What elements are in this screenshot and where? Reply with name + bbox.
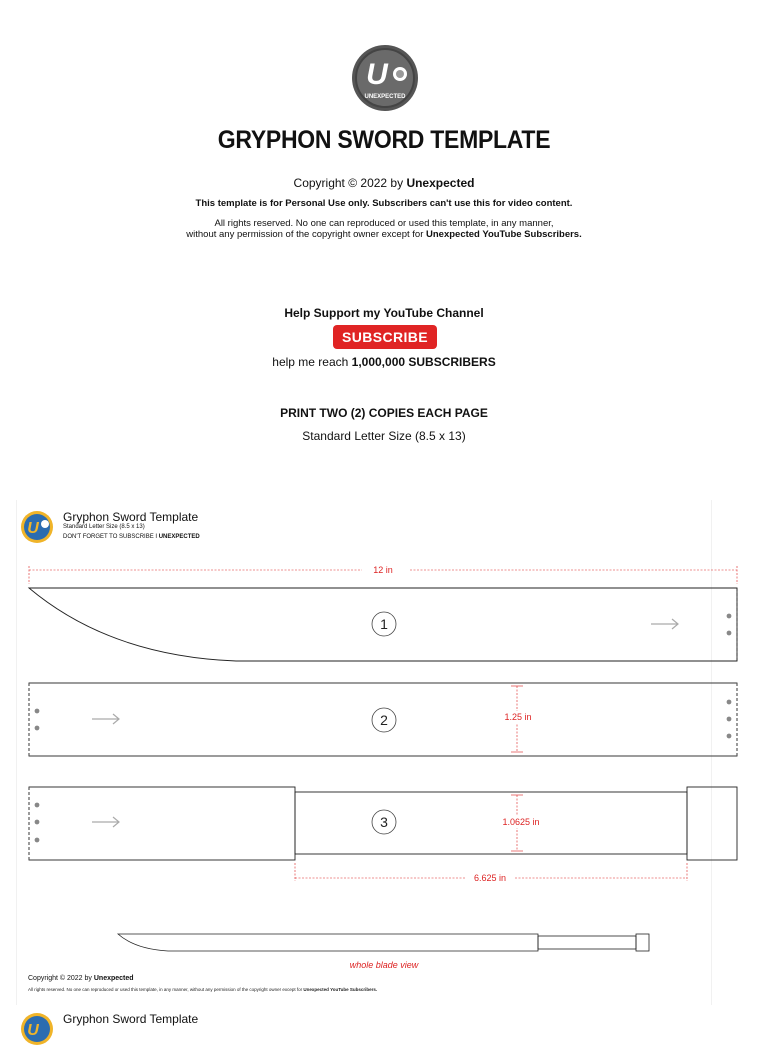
rights-notice [0,218,768,240]
piece-3 [29,787,737,883]
length-label: 12 in [373,565,393,575]
personal-use-notice: This template is for Personal Use only. Subscribers can't use this for video content. [195,198,573,209]
copyright-prefix: Copyright © 2022 by [293,176,407,190]
unexpected-small-logo-next [20,1012,54,1046]
page-title: GRYPHON SWORD TEMPLATE [217,126,551,154]
rights-line-1: All rights reserved. No one can reproduced or used this template, in any manner, [214,218,554,229]
template-copyright [28,975,134,982]
arrow-right-icon [92,714,119,724]
rights-line-2-bold: Unexpected YouTube Subscribers. [426,229,582,240]
template-rights-notice [28,987,377,992]
reminder-prefix: DON'T FORGET TO SUBSCRIBE I [63,534,159,540]
footer-rights-prefix: All rights reserved. No one can reproduced or used this template, in any manner, without any permission of the copyright owner except for [28,987,304,992]
width-label-3: 1.0625 in [502,817,540,827]
width-label-2: 1.25 in [504,712,532,722]
paper-size: Standard Letter Size (8.5 x 13) [302,429,466,443]
piece-1 [29,588,737,661]
piece-1-number: 1 [380,616,388,632]
sword-template-drawing [0,560,768,975]
arrow-right-icon [92,817,119,827]
blade-view-label: whole blade view [349,960,419,970]
print-instruction: PRINT TWO (2) COPIES EACH PAGE [280,406,488,420]
unexpected-small-logo [20,510,54,544]
footer-copyright-owner: Unexpected [93,975,134,982]
copyright-line [0,176,768,190]
copyright-owner: Unexpected [406,176,475,190]
next-template-title: Gryphon Sword Template [63,1012,199,1026]
length-dimension [29,565,737,584]
handle-length-label: 6.625 in [473,873,507,883]
support-heading: Help Support my YouTube Channel [284,306,484,320]
piece-2-number: 2 [380,712,388,728]
subscriber-goal [0,355,768,369]
piece-2 [29,683,737,756]
svg-text:U: U [366,58,388,91]
unexpected-logo [351,44,419,112]
reminder-brand: UNEXPECTED [158,534,200,540]
piece-3-number: 3 [380,814,388,830]
logo-wordmark: UNEXPECTED [364,94,406,100]
footer-rights-bold: Unexpected YouTube Subscribers. [303,987,378,992]
svg-text:U: U [27,520,39,537]
subscribe-button[interactable]: SUBSCRIBE [333,325,437,349]
svg-text:U: U [27,1022,39,1039]
goal-prefix: help me reach [272,355,352,369]
goal-number: 1,000,000 SUBSCRIBERS [351,355,496,369]
arrow-right-icon [651,619,678,629]
rights-line-2 [0,229,768,240]
whole-blade-view [118,934,649,970]
rights-line-2-prefix: without any permission of the copyright owner except for [186,229,426,240]
template-title: Gryphon Sword Template [63,510,199,524]
template-paper-size: Standard Letter Size (8.5 x 13) [63,524,145,530]
subscribe-reminder [63,534,200,540]
footer-copyright-prefix: Copyright © 2022 by [28,975,94,982]
